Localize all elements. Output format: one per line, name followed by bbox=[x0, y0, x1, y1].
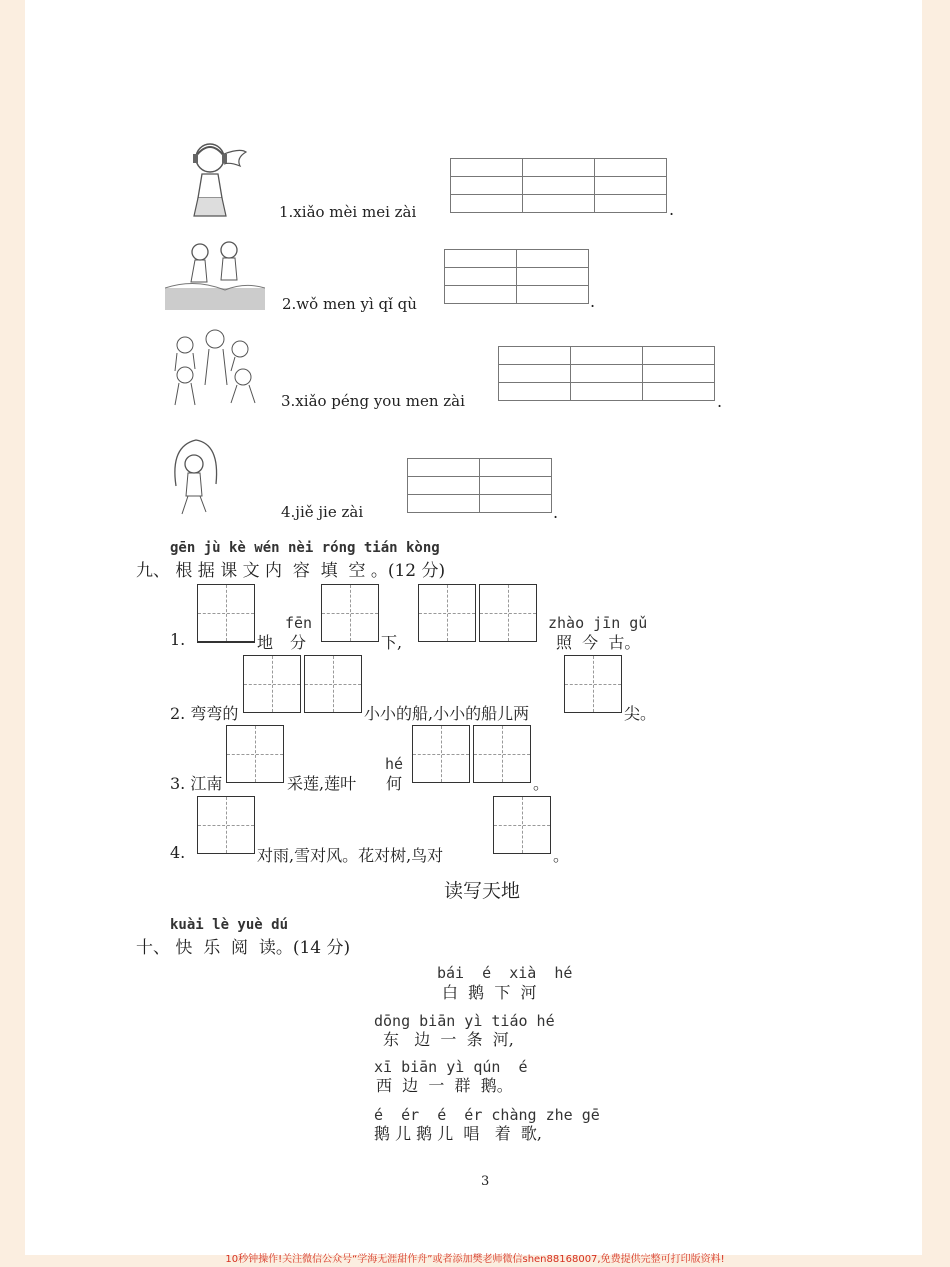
item-9-2-start: 2. 弯弯的 bbox=[170, 704, 239, 723]
poem-line-3-pinyin: é ér é ér chàng zhe gē bbox=[374, 1106, 600, 1124]
girl-headphones-illustration bbox=[180, 138, 250, 220]
char-he: 何 bbox=[386, 774, 403, 793]
item-2-pinyin: 2.wǒ men yì qǐ qù bbox=[282, 295, 417, 313]
item-9-1-xia: 下, bbox=[381, 633, 403, 652]
item-9-4-number: 4. bbox=[170, 843, 186, 862]
tianzige-9-4b[interactable] bbox=[493, 796, 551, 854]
char-fen: 分 bbox=[290, 633, 307, 652]
section-9-pinyin: gēn jù kè wén nèi róng tián kòng bbox=[170, 540, 440, 556]
item-9-3-end: 。 bbox=[533, 774, 550, 793]
section-9-title: 九、 根 据 课 文 内 容 填 空 。(12 分) bbox=[136, 561, 446, 581]
item-9-1-number: 1. bbox=[170, 630, 186, 649]
pinyin-fen: fēn bbox=[285, 614, 313, 632]
writing-grid-1[interactable] bbox=[450, 158, 667, 213]
writing-grid-2[interactable] bbox=[444, 249, 589, 304]
item-9-3-middle: 采莲,莲叶 bbox=[287, 774, 357, 793]
tianzige-9-4a[interactable] bbox=[197, 796, 255, 854]
poem-line-3: 鹅 儿 鹅 儿 唱 着 歌, bbox=[374, 1124, 542, 1143]
tianzige-9-3a[interactable] bbox=[226, 725, 284, 783]
poem-title-pinyin: bái é xià hé bbox=[437, 964, 573, 982]
item-1-period: . bbox=[669, 200, 675, 219]
item-4-pinyin: 4.jiě jie zài bbox=[281, 503, 364, 521]
tianzige-9-2c[interactable] bbox=[564, 655, 622, 713]
underline bbox=[197, 642, 255, 643]
tianzige-9-1d[interactable] bbox=[479, 584, 537, 642]
page-number: 3 bbox=[481, 1174, 490, 1189]
tianzige-9-1c[interactable] bbox=[418, 584, 476, 642]
tianzige-9-3c[interactable] bbox=[473, 725, 531, 783]
item-9-1-di: 地 bbox=[257, 633, 274, 652]
poem-line-1: 东 边 一 条 河, bbox=[383, 1030, 514, 1049]
tianzige-9-1b[interactable] bbox=[321, 584, 379, 642]
item-3-pinyin: 3.xiǎo péng you men zài bbox=[281, 392, 465, 410]
tianzige-9-2a[interactable] bbox=[243, 655, 301, 713]
section-10-pinyin: kuài lè yuè dú bbox=[170, 917, 289, 933]
section-10-title: 十、 快 乐 阅 读。(14 分) bbox=[136, 938, 351, 958]
item-1-pinyin: 1.xiǎo mèi mei zài bbox=[279, 203, 417, 221]
tianzige-9-3b[interactable] bbox=[412, 725, 470, 783]
item-9-2-end: 尖。 bbox=[624, 704, 657, 723]
tianzige-9-1a[interactable] bbox=[197, 584, 255, 642]
item-9-4-end: 。 bbox=[553, 846, 570, 865]
item-9-4-middle: 对雨,雪对风。花对树,鸟对 bbox=[257, 846, 444, 865]
footer-notice: 10秒钟操作!关注微信公众号“学海无涯甜作舟”或者添加樊老师微信shen88168007,免费提供完整可打印版资料! bbox=[225, 1254, 725, 1265]
item-2-period: . bbox=[590, 292, 596, 311]
writing-grid-4[interactable] bbox=[407, 458, 552, 513]
pinyin-he: hé bbox=[385, 755, 404, 773]
tianzige-9-2b[interactable] bbox=[304, 655, 362, 713]
poem-line-2-pinyin: xī biān yì qún é bbox=[374, 1058, 528, 1076]
poem-title: 白 鹅 下 河 bbox=[442, 983, 537, 1002]
kids-walking-illustration bbox=[165, 238, 265, 310]
girl-jump-rope-illustration bbox=[166, 436, 226, 518]
writing-grid-3[interactable] bbox=[498, 346, 715, 401]
pinyin-zhao-jin-gu: zhào jīn gǔ bbox=[548, 614, 648, 632]
item-9-3-start: 3. 江南 bbox=[170, 774, 223, 793]
subheading-read-write: 读写天地 bbox=[444, 880, 521, 902]
poem-line-1-pinyin: dōng biān yì tiáo hé bbox=[374, 1012, 555, 1030]
item-4-period: . bbox=[553, 503, 559, 522]
chars-zhao-jin-gu: 照 今 古。 bbox=[556, 633, 641, 652]
item-9-2-middle: 小小的船,小小的船儿两 bbox=[364, 704, 530, 723]
item-3-period: . bbox=[717, 392, 723, 411]
kids-playing-illustration bbox=[165, 325, 265, 407]
poem-line-2: 西 边 一 群 鹅。 bbox=[376, 1076, 513, 1095]
